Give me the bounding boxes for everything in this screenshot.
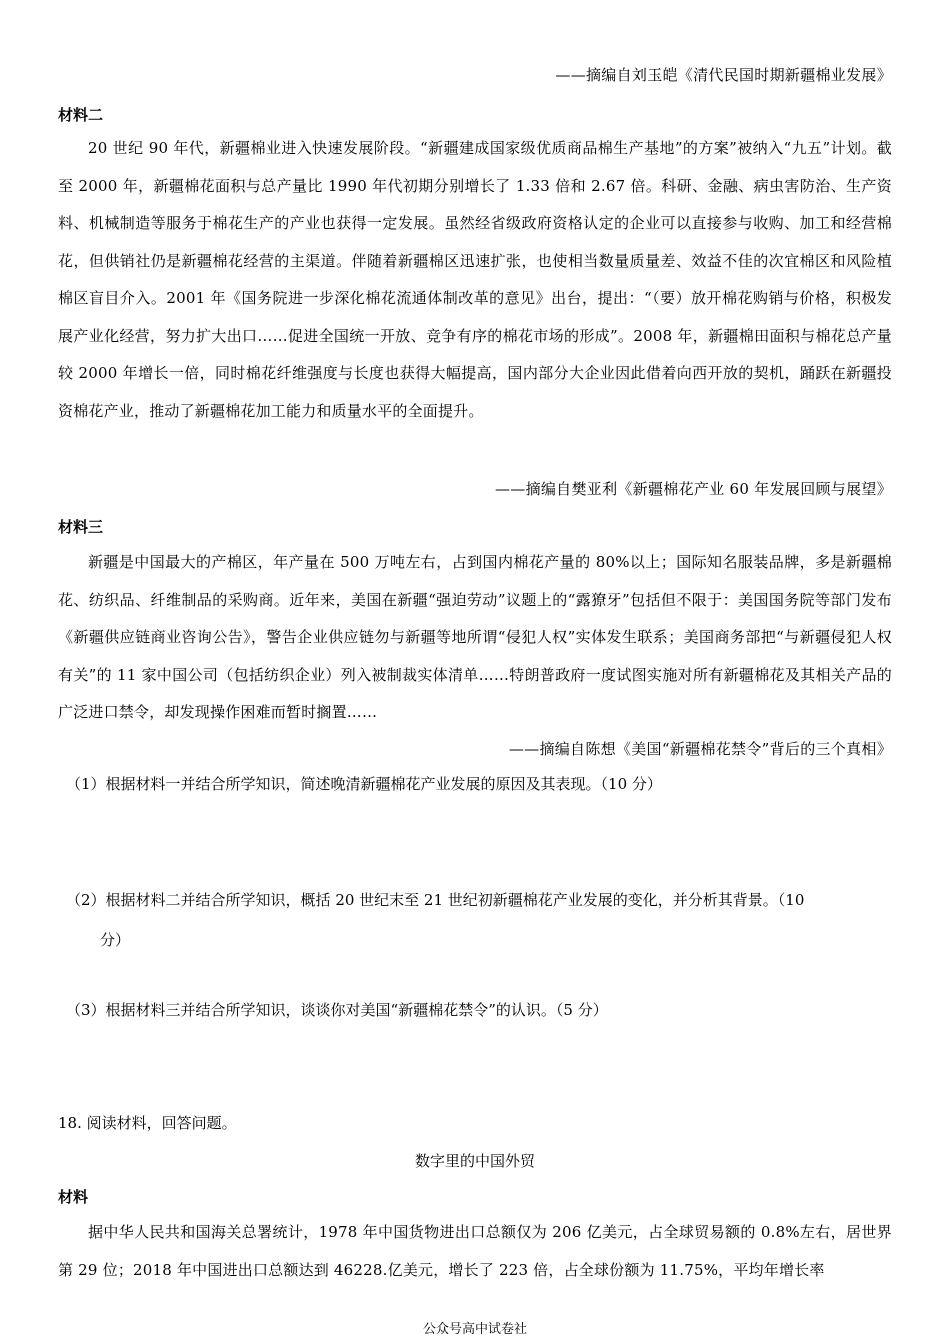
material2-text: 20 世纪 90 年代，新疆棉业进入快速发展阶段。“新疆建成国家级优质商品棉生产基地”的方案”被纳入“九五”计划。截至 2000 年，新疆棉花面积与总产量比 1990 年代初期分别增长了 1.33 倍和 2.67 倍。科研、金融、病虫害防治、生产资料、机械制造等服务于棉花生产的产业也获得一定发展。虽然经省级政府资格认定的企业可以直接参与收购、加工和经营棉花，但供销社仍是新疆棉花经营的主渠道。伴随着新疆棉区迅速扩张，也使相当数量质量差、效益不佳的次宜棉区和风险植棉区盲目介入。2001 年《国务院进一步深化棉花流通体制改革的意见》出台，提出：“（要）放开棉花购销与价格，积极发展产业化经营，努力扩大出口……促进全国统一开放、竞争有序的棉花市场的形成”。2008 年，新疆棉田面积与棉花总产量较 2000 年增长一倍，同时棉花纤维强度与长度也获得大幅提高，国内部分大企业因此借着向西开放的契机，踊跃在新疆投资棉花产业，推动了新疆棉花加工能力和质量水平的全面提升。 xyxy=(58,139,892,420)
material3-source: ——摘编自陈想《美国“新疆棉花禁令”背后的三个真相》 xyxy=(508,740,892,758)
material1-source: ——摘编自刘玉皑《清代民国时期新疆棉业发展》 xyxy=(555,66,892,84)
question-3: （3）根据材料三并结合所学知识，谈谈你对美国“新疆棉花禁令”的认识。（5 分） xyxy=(66,1001,608,1019)
question-2 xyxy=(66,880,886,960)
question-18-material-heading: 材料 xyxy=(58,1188,89,1206)
question-18-prompt: 18. 阅读材料，回答问题。 xyxy=(58,1114,237,1132)
question-2-line2: 分） xyxy=(100,931,131,949)
question-18-title: 数字里的中国外贸 xyxy=(414,1152,535,1170)
material2-source: ——摘编自樊亚利《新疆棉花产业 60 年发展回顾与展望》 xyxy=(494,480,892,498)
footer-watermark: 公众号高中试卷社 xyxy=(422,1322,527,1337)
material2-heading: 材料二 xyxy=(58,106,104,124)
question-1: （1）根据材料一并结合所学知识，简述晚清新疆棉花产业发展的原因及其表现。（10 分） xyxy=(66,775,662,793)
material3-heading: 材料三 xyxy=(58,518,104,536)
question-18-material-text: 据中华人民共和国海关总署统计，1978 年中国货物进出口总额仅为 206 亿美元，占全球贸易额的 0.8%左右，居世界第 29 位；2018 年中国进出口总额达到 46228.亿美元，增长了 223 倍，占全球份额为 11.75%，平均年增长率 xyxy=(58,1223,892,1279)
question-2-line1: （2）根据材料二并结合所学知识，概括 20 世纪末至 21 世纪初新疆棉花产业发展的变化，并分析其背景。（10 xyxy=(66,891,805,909)
material3-text: 新疆是中国最大的产棉区，年产量在 500 万吨左右，占到国内棉花产量的 80%以上；国际知名服装品牌，多是新疆棉花、纺织品、纤维制品的采购商。近年来，美国在新疆“强迫劳动”议题上的“露獠牙”包括但不限于：美国国务院等部门发布《新疆供应链商业咨询公告》，警告企业供应链勿与新疆等地所谓“侵犯人权”实体发生联系；美国商务部把“与新疆侵犯人权有关”的 11 家中国公司（包括纺织企业）列入被制裁实体清单……特朗普政府一度试图实施对所有新疆棉花及其相关产品的广泛进口禁令，却发现操作困难而暂时搁置…… xyxy=(58,553,892,721)
